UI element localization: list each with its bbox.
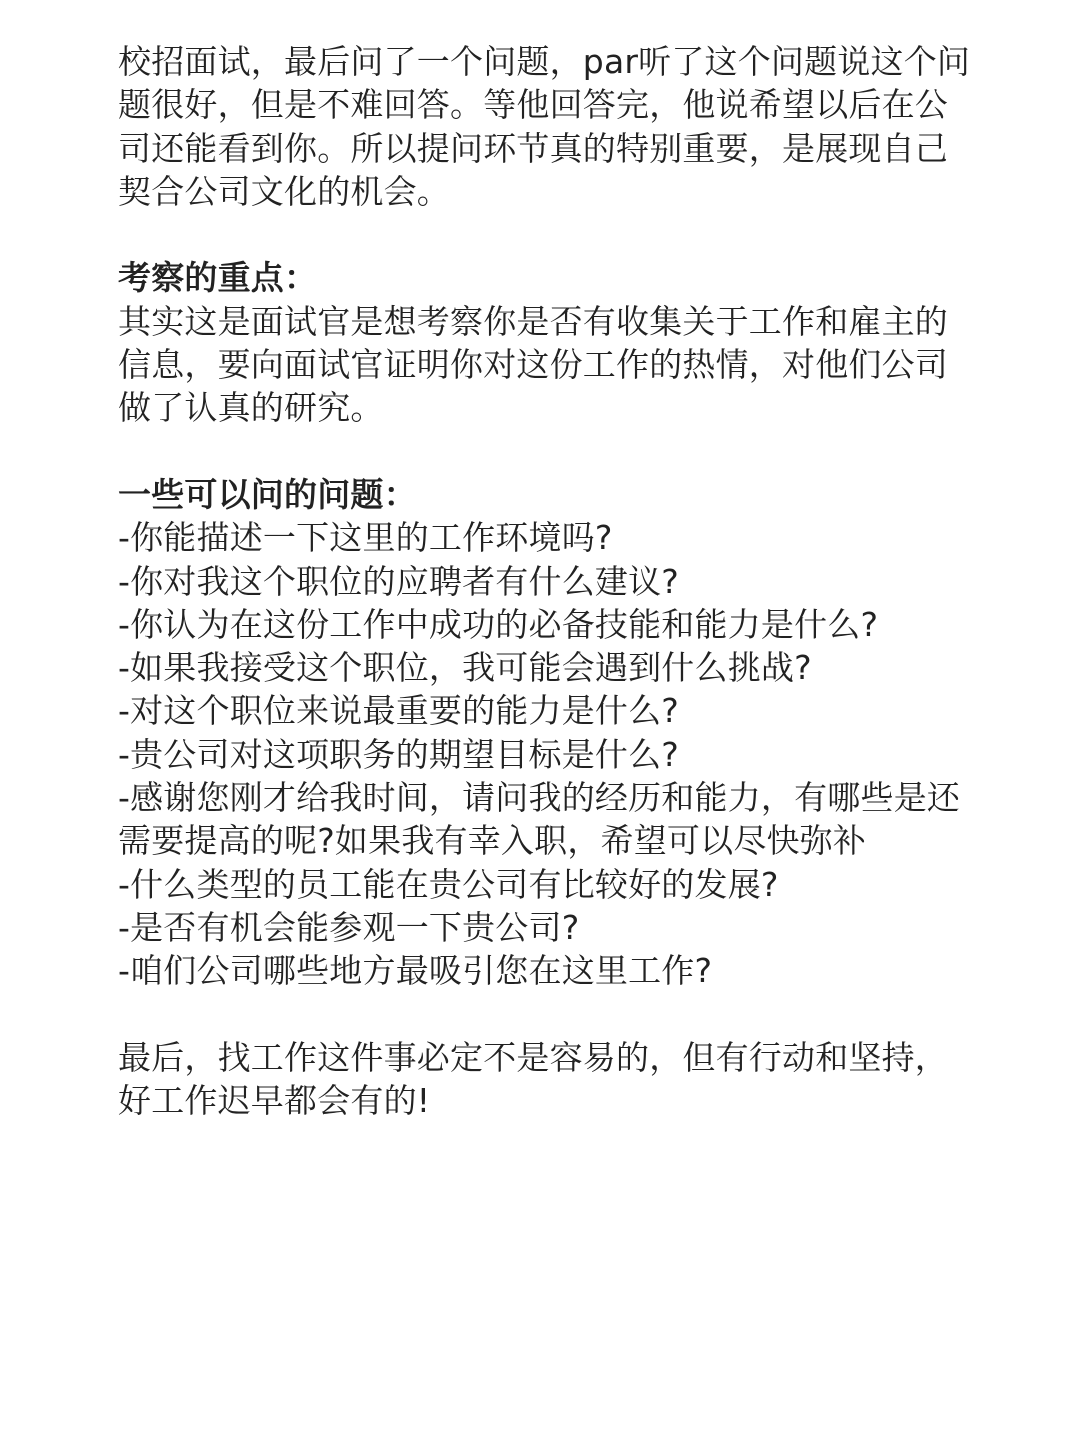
focus-paragraph: 其实这是面试官是想考察你是否有收集关于工作和雇主的信息，要向面试官证明你对这份工作的热情，对他们公司做了认真的研究。	[118, 301, 948, 428]
spacer	[118, 430, 978, 473]
spacer	[118, 213, 978, 256]
spacer	[118, 993, 978, 1036]
questions-heading: 一些可以问的问题：	[118, 474, 417, 514]
question-item: -如果我接受这个职位，我可能会遇到什么挑战?	[118, 648, 812, 688]
questions-list	[118, 516, 978, 992]
question-item: -感谢您刚才给我时间，请问我的经历和能力，有哪些是还需要提高的呢?如果我有幸入职，希望可以尽快弥补	[118, 778, 961, 861]
question-item: -什么类型的员工能在贵公司有比较好的发展?	[118, 864, 779, 904]
question-item: -对这个职位来说最重要的能力是什么?	[118, 691, 680, 731]
intro-paragraph: 校招面试，最后问了一个问题，par听了这个问题说这个问题很好，但是不难回答。等他回答完，他说希望以后在公司还能看到你。所以提问环节真的特别重要，是展现自己契合公司文化的机会。	[118, 42, 971, 211]
question-item: -你认为在这份工作中成功的必备技能和能力是什么?	[118, 604, 879, 644]
question-item: -贵公司对这项职务的期望目标是什么?	[118, 734, 680, 774]
question-item: -你能描述一下这里的工作环境吗?	[118, 518, 613, 558]
question-item: -是否有机会能参观一下贵公司?	[118, 907, 580, 947]
closing-paragraph: 最后，找工作这件事必定不是容易的，但有行动和坚持，好工作迟早都会有的!	[118, 1037, 948, 1121]
question-item: -你对我这个职位的应聘者有什么建议?	[118, 561, 680, 601]
focus-heading: 考察的重点：	[118, 258, 318, 298]
question-item: -咱们公司哪些地方最吸引您在这里工作?	[118, 951, 713, 991]
article-body	[118, 40, 978, 1122]
